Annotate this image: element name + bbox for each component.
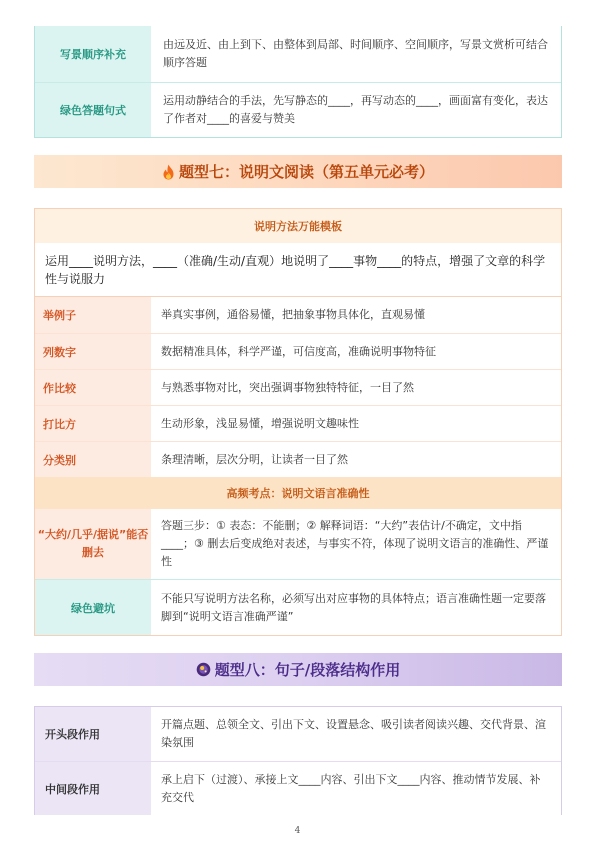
structure-table [34,706,562,815]
section-title: 题型八：句子/段落结构作用 [214,661,401,679]
table-subheader: 高频考点：说明文语言准确性 [35,477,561,509]
method-label: 举例子 [35,297,151,333]
method-label: 分类别 [35,442,151,477]
table-row [35,707,561,761]
answer-template: 运用____说明方法，____（准确/生动/直观）地说明了____事物____的特点，增强了文章的科学性与说服力 [35,243,561,297]
table-row [35,333,561,369]
table-row [35,761,561,815]
method-text: 与熟悉事物对比，突出强调事物独特特征，一目了然 [161,380,414,394]
section-header-7 [34,155,562,188]
expository-table [34,208,562,636]
row-label: 绿色答题句式 [35,83,151,137]
row-label: 中间段作用 [35,762,151,815]
table-row [35,509,561,579]
table-row [35,297,561,333]
table-row [35,405,561,441]
pitfall-text: 不能只写说明方法名称，必须写出对应事物的具体特点；语言准确性题一定要落脚到“说明文语言准确严谨” [161,591,546,623]
section-header-8 [34,653,562,686]
row-label: 写景顺序补充 [35,26,151,82]
row-label: 开头段作用 [35,707,151,761]
table-row [35,579,561,635]
table-header: 说明方法万能模板 [35,209,561,243]
method-label: 打比方 [35,406,151,441]
fire-icon [162,164,175,180]
method-label: 列数字 [35,334,151,369]
method-text: 数据精准具体，科学严谨，可信度高，准确说明事物特征 [161,344,436,358]
method-label: 作比较 [35,370,151,405]
row-text: 开篇点题、总领全文、引出下文、设置悬念、吸引读者阅读兴趣、交代背景、渲染氛围 [161,718,546,749]
section-title: 题型七：说明文阅读（第五单元必考） [178,163,434,181]
page-number: 4 [294,826,301,836]
row-text: 运用动静结合的手法，先写静态的____，再写动态的____，画面富有变化，表达了作者对____的喜爱与赞美 [163,94,548,125]
method-text: 举真实事例，通俗易懂，把抽象事物具体化，直观易懂 [161,308,425,321]
table-row [35,82,561,137]
method-text: 条理清晰，层次分明，让读者一目了然 [161,452,348,466]
pitfall-label: 绿色避坑 [35,580,151,635]
scene-writing-table [34,26,562,138]
row-text: 承上启下（过渡）、承接上文____内容、引出下文____内容、推动情节发展、补充交代 [161,772,541,804]
table-row [35,369,561,405]
question-text: 答题三步：① 表态：不能删；② 解释词语：“大约”表估计/不确定，文中指____；③ 删去后变成绝对表述，与事实不符，体现了说明文语言的准确性、严谨性 [161,519,549,568]
row-text: 由远及近、由上到下、由整体到局部、时间顺序、空间顺序，写景文赏析可结合顺序答题 [163,38,548,69]
question-label: “大约/几乎/据说”能否删去 [35,509,151,579]
table-row [35,26,561,82]
method-text: 生动形象，浅显易懂，增强说明文趣味性 [161,416,359,430]
table-row [35,441,561,477]
orb-icon [196,662,211,677]
